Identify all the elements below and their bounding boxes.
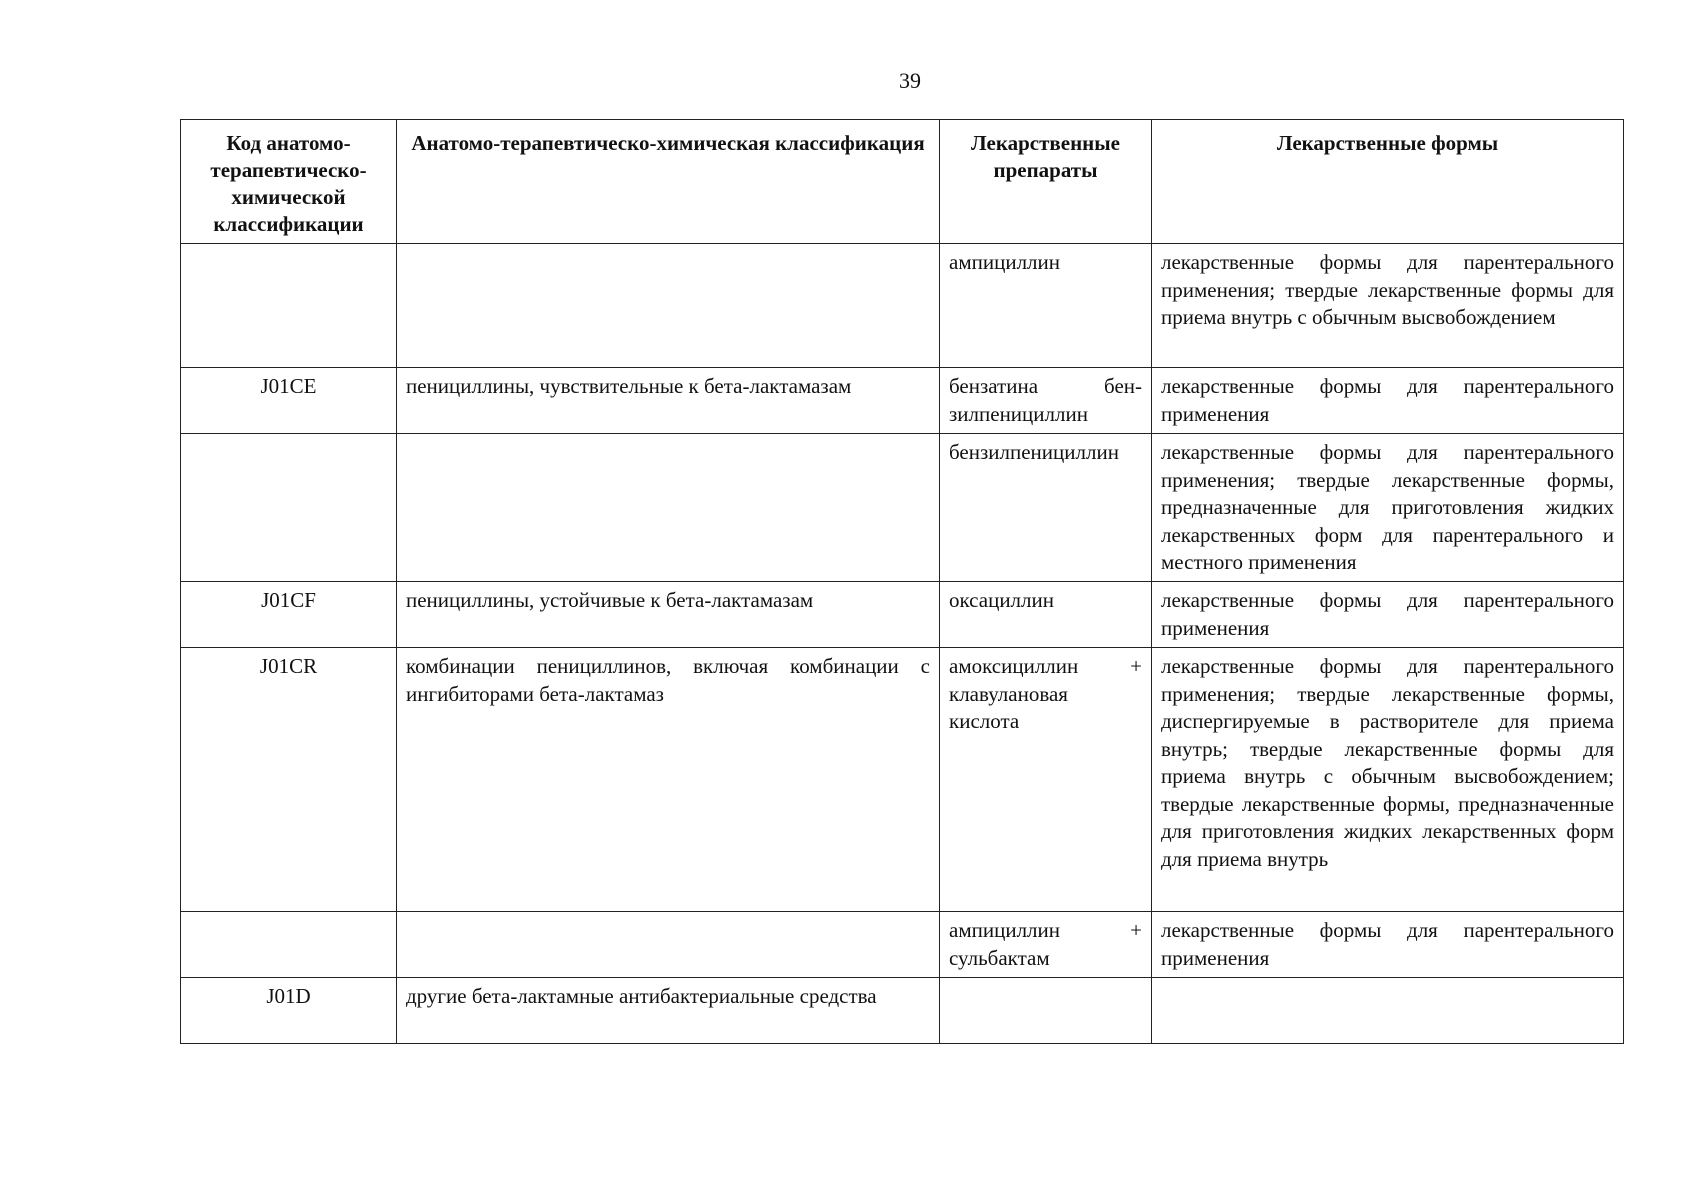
cell-drug: бензилпенициллин — [940, 434, 1152, 582]
cell-classification — [397, 912, 940, 978]
cell-drug: ампициллин + сульбактам — [940, 912, 1152, 978]
cell-drug: оксациллин — [940, 582, 1152, 648]
cell-code: J01CF — [181, 582, 397, 648]
cell-forms: лекарственные формы для парентерального применения — [1152, 368, 1624, 434]
cell-code — [181, 912, 397, 978]
cell-code: J01CE — [181, 368, 397, 434]
cell-drug — [940, 978, 1152, 1044]
table-row — [181, 912, 1624, 978]
cell-classification: пенициллины, чувствительные к бета-лактамазам — [397, 368, 940, 434]
cell-code: J01CR — [181, 648, 397, 912]
cell-classification: пенициллины, устойчивые к бета-лактамазам — [397, 582, 940, 648]
table-row — [181, 434, 1624, 582]
cell-classification — [397, 434, 940, 582]
table-row — [181, 582, 1624, 648]
table-row — [181, 978, 1624, 1044]
cell-forms: лекарственные формы для парентерального применения — [1152, 912, 1624, 978]
cell-code: J01D — [181, 978, 397, 1044]
cell-drug: амоксициллин + клавулановая кислота — [940, 648, 1152, 912]
cell-forms: лекарственные формы для парентерального применения; твердые лекарственные формы, диспергируемые в растворителе для приема внутрь; твердые лекарственные формы для приема внутрь с обычным высвобождением; твердые лекарственные формы, предназначенные для приготовления жидких лекарственных форм для приема внутрь — [1152, 648, 1624, 912]
page-number: 39 — [899, 68, 921, 93]
cell-drug: бензатина бензилпенициллин — [940, 368, 1152, 434]
header-atc-code: Код анатомо-терапевтическо-химической классификации — [181, 120, 397, 244]
cell-classification — [397, 244, 940, 368]
header-drugs: Лекарственные препараты — [940, 120, 1152, 244]
header-atc-classification: Анатомо-терапевтическо-химическая классификация — [397, 120, 940, 244]
cell-forms: лекарственные формы для парентерального применения — [1152, 582, 1624, 648]
cell-forms: лекарственные формы для парентерального применения; твердые лекарственные формы, предназначенные для приготовления жидких лекарственных форм для парентерального и местного применения — [1152, 434, 1624, 582]
cell-drug: ампициллин — [940, 244, 1152, 368]
table-row — [181, 244, 1624, 368]
table-row — [181, 648, 1624, 912]
cell-forms — [1152, 978, 1624, 1044]
cell-code — [181, 244, 397, 368]
cell-code — [181, 434, 397, 582]
cell-classification: другие бета-лактамные антибактериальные средства — [397, 978, 940, 1044]
table-header-row — [181, 120, 1624, 244]
cell-forms: лекарственные формы для парентерального применения; твердые лекарственные формы для приема внутрь с обычным высвобождением — [1152, 244, 1624, 368]
header-dosage-forms: Лекарственные формы — [1152, 120, 1624, 244]
atc-classification-table — [180, 119, 1624, 1044]
table-row — [181, 368, 1624, 434]
cell-classification: комбинации пенициллинов, включая комбинации с ингибиторами бета-лактамаз — [397, 648, 940, 912]
